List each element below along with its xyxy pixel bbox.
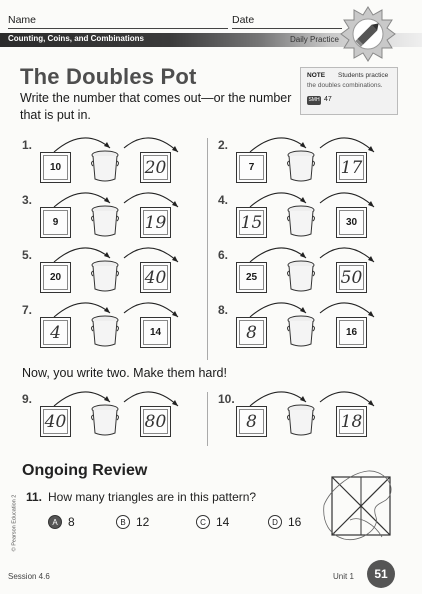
handwritten-input: 8 [246,411,257,432]
smh-page-ref: 47 [324,96,332,103]
handwritten-input: 40 [44,411,67,432]
pencil-badge-icon [340,6,396,62]
date-label: Date [232,14,255,26]
doubles-pot-icon [286,149,316,183]
doubles-pot-icon [90,204,120,238]
column-divider-bottom [207,392,208,446]
input-value: 25 [245,272,258,283]
unit-topic-label: Counting, Coins, and Combinations [8,34,144,43]
column-divider [207,138,208,360]
handwritten-output: 20 [144,157,167,178]
output-number-box[interactable] [140,262,171,293]
name-line[interactable] [8,28,228,29]
input-number-box[interactable] [236,406,267,437]
input-value: 10 [49,162,62,173]
date-line[interactable] [232,28,342,29]
choice-bubble-d[interactable]: D [268,515,282,529]
problem-number: 7. [22,303,33,317]
output-number-box [140,317,171,348]
problem-number: 2. [218,138,229,152]
output-number-box[interactable] [140,207,171,238]
daily-practice-label: Daily Practice [290,35,339,44]
choice-bubble-a[interactable]: A [48,515,62,529]
problem-number: 6. [218,248,229,262]
doubles-pot-icon [90,314,120,348]
doubles-pot-icon [286,204,316,238]
input-value: 7 [248,162,255,173]
input-number-box[interactable] [40,317,71,348]
handwritten-output: 18 [340,411,363,432]
triangle-pattern-figure [320,465,402,547]
problem-number: 3. [22,193,33,207]
choice-value: 14 [216,515,230,529]
doubles-pot-icon [90,403,120,437]
doubles-pot-icon [286,403,316,437]
problem-number: 5. [22,248,33,262]
name-label: Name [8,14,37,26]
output-number-box [336,207,367,238]
doubles-pot-icon [90,259,120,293]
handwritten-input: 15 [240,212,263,233]
handwritten-output: 40 [144,267,167,288]
doubles-pot-icon [90,149,120,183]
note-line-2: the doubles combinations. [307,82,383,89]
problem-number: 10. [218,392,235,406]
review-heading: Ongoing Review [22,462,148,479]
output-value: 30 [345,217,358,228]
copyright-credit: © Pearson Education 2 [11,494,18,552]
input-number-box [236,152,267,183]
problem-number: 9. [22,392,33,406]
choice-value: 12 [136,515,150,529]
input-number-box [236,262,267,293]
input-value: 9 [52,217,59,228]
input-number-box[interactable] [236,207,267,238]
output-number-box[interactable] [336,406,367,437]
unit-label: Unit 1 [333,572,354,581]
output-number-box[interactable] [336,262,367,293]
problem-number: 4. [218,193,229,207]
note-title: NOTE [307,72,326,79]
input-value: 20 [49,272,62,283]
session-label: Session 4.6 [8,572,50,581]
input-number-box [40,262,71,293]
handwritten-input: 4 [50,322,61,343]
handwritten-output: 50 [340,267,363,288]
problem-number: 8. [218,303,229,317]
handwritten-output: 80 [144,411,167,432]
input-number-box [40,152,71,183]
output-value: 16 [345,327,358,338]
note-line-1: Students practice [338,72,389,79]
question-text: How many triangles are in this pattern? [48,490,257,504]
output-value: 14 [149,327,162,338]
handwritten-input: 8 [246,322,257,343]
instructions-text: Write the number that comes out—or the number that is put in. [20,91,292,122]
input-number-box[interactable] [236,317,267,348]
output-number-box [336,317,367,348]
choice-bubble-c[interactable]: C [196,515,210,529]
handwritten-output: 17 [340,157,363,178]
problem-number: 1. [22,138,33,152]
output-number-box[interactable] [140,406,171,437]
doubles-pot-icon [286,314,316,348]
smh-badge: SMH [308,97,320,103]
handwritten-output: 19 [144,212,167,233]
question-number: 11. [26,490,43,504]
choice-value: 8 [68,515,75,529]
page-title: The Doubles Pot [20,64,197,89]
page-number-badge: 51 [367,560,395,588]
input-number-box[interactable] [40,406,71,437]
output-number-box[interactable] [336,152,367,183]
output-number-box[interactable] [140,152,171,183]
input-number-box [40,207,71,238]
teacher-note-box [300,67,398,115]
write-your-own-prompt: Now, you write two. Make them hard! [22,366,227,380]
choice-bubble-b[interactable]: B [116,515,130,529]
choice-value: 16 [288,515,302,529]
doubles-pot-icon [286,259,316,293]
